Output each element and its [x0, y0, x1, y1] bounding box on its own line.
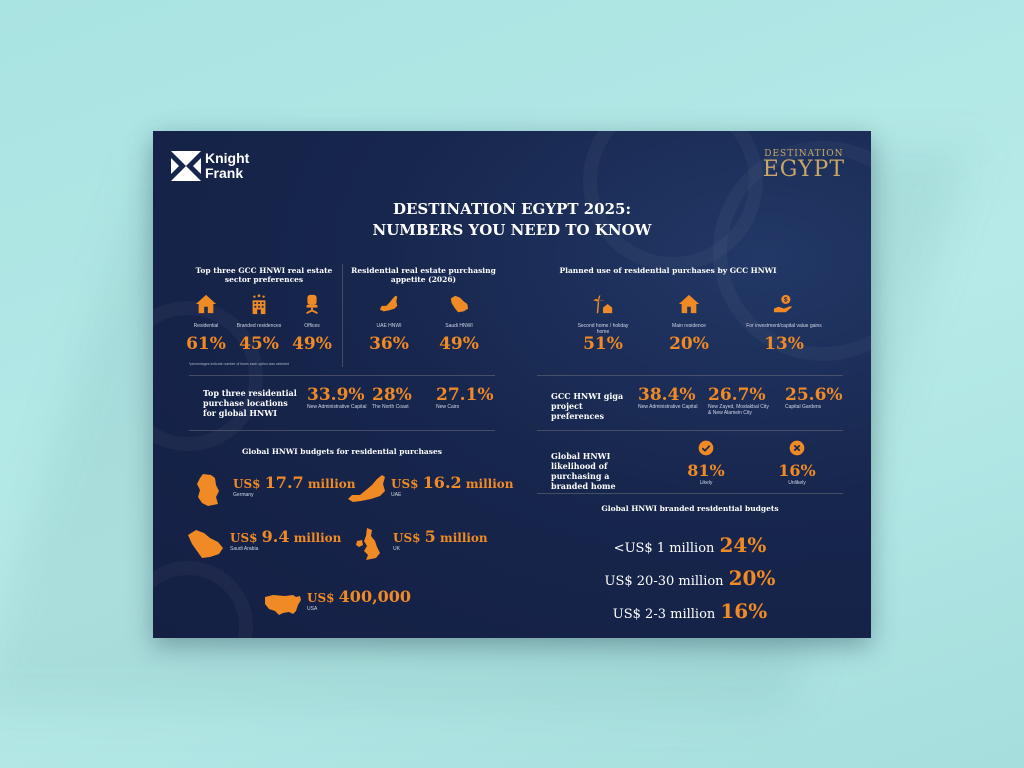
- branded-budget-value: 20%: [728, 566, 776, 590]
- planned-use-value: 20%: [669, 334, 709, 354]
- page-title: [153, 199, 871, 241]
- branded-budget-row: [537, 533, 843, 557]
- divider: [537, 493, 843, 494]
- giga-label: Capital Gardens: [785, 404, 822, 410]
- branded-budget-row: [537, 599, 843, 623]
- destination-logo-line1: DESTINATION: [764, 149, 844, 159]
- location-label: The North Coast: [372, 404, 409, 410]
- infographic-poster: [153, 131, 871, 638]
- house-icon: [678, 293, 700, 315]
- x-circle-icon: [789, 440, 805, 456]
- appetite-value: 49%: [439, 334, 479, 354]
- sector-label: Offices: [304, 323, 320, 329]
- giga-projects-title: GCC HNWI giga project preferences: [551, 391, 624, 421]
- giga-stat: [785, 386, 845, 410]
- likelihood-unlikely: [767, 440, 827, 486]
- planned-use-item-second-home: [571, 293, 635, 335]
- budget-amount: [230, 527, 341, 546]
- building-stars-icon: [248, 293, 270, 315]
- likelihood-value: 81%: [687, 461, 725, 480]
- sector-footnote: *percentages indicate number of times each option was selected: [189, 362, 290, 366]
- branded-budget-value: 24%: [719, 533, 767, 557]
- uae-map-icon: [347, 473, 387, 507]
- check-circle-icon: [698, 440, 714, 456]
- giga-stat: [638, 386, 698, 410]
- destination-egypt-logo: [763, 149, 845, 181]
- giga-label: New Zayed, Mostakbal City & New Alamein City: [708, 404, 769, 416]
- budget-country: Saudi Arabia: [230, 546, 259, 552]
- sector-item-residential: [176, 293, 236, 329]
- sector-label: Residential: [193, 323, 219, 329]
- budget-number: 5: [424, 527, 436, 546]
- house-icon: [195, 293, 217, 315]
- budget-amount: [391, 473, 514, 492]
- decorative-circle: [153, 561, 253, 638]
- likelihood-value: 16%: [778, 461, 816, 480]
- budgets-title: Global HNWI budgets for residential purchases: [242, 447, 442, 456]
- sector-value: 49%: [292, 334, 332, 354]
- giga-label: New Administrative Capital: [638, 404, 698, 410]
- appetite-label: UAE HNWI: [376, 323, 402, 329]
- planned-use-value: 51%: [583, 334, 623, 354]
- budget-item-usa: [263, 587, 411, 621]
- budget-prefix: US$: [230, 531, 258, 545]
- budget-number: 16.2: [422, 473, 462, 492]
- sector-item-offices: [282, 293, 342, 329]
- budget-item-uk: [349, 527, 488, 561]
- sector-label: Branded residences: [236, 323, 282, 329]
- giga-value: 38.4%: [638, 385, 696, 405]
- uae-map-icon: [378, 293, 400, 315]
- budget-amount: [307, 587, 411, 606]
- logo-line1: Knight: [205, 150, 250, 166]
- budget-country: UK: [393, 546, 400, 552]
- giga-value: 26.7%: [708, 385, 766, 405]
- divider: [189, 430, 495, 431]
- budget-country: USA: [307, 606, 318, 612]
- divider: [537, 430, 843, 431]
- budget-suffix: million: [307, 477, 356, 491]
- saudi-map-icon: [448, 293, 470, 315]
- svg-text:$: $: [784, 296, 788, 304]
- budget-number: 400,000: [338, 587, 412, 606]
- budget-number: 17.7: [264, 473, 304, 492]
- budget-suffix: million: [465, 477, 514, 491]
- purchase-locations-title: Top three residential purchase locations for global HNWI: [203, 388, 297, 418]
- location-value: 28%: [372, 385, 412, 405]
- branded-likelihood-title: Global HNWI likelihood of purchasing a branded home: [551, 451, 616, 491]
- location-stat: [436, 385, 494, 410]
- budget-number: 9.4: [261, 527, 290, 546]
- budget-item-uae: [347, 473, 514, 507]
- giga-stat: [708, 386, 772, 416]
- divider: [537, 375, 843, 376]
- usa-map-icon: [263, 587, 303, 621]
- budget-suffix: million: [293, 531, 342, 545]
- divider: [342, 264, 343, 367]
- budget-item-germany: [189, 473, 356, 507]
- budget-amount: [233, 473, 356, 492]
- budget-suffix: million: [440, 531, 488, 545]
- palm-house-icon: [592, 293, 614, 315]
- saudi-map-icon: [186, 527, 226, 561]
- location-stat: [307, 386, 367, 410]
- sector-preferences-title: Top three GCC HNWI real estate sector preferences: [195, 266, 333, 285]
- planned-use-item-main-residence: [659, 293, 719, 329]
- title-line1: DESTINATION EGYPT 2025:: [392, 200, 632, 218]
- budget-prefix: US$: [233, 477, 261, 491]
- hand-coin-icon: [773, 293, 795, 315]
- uk-map-icon: [349, 527, 389, 561]
- branded-budget-value: 16%: [720, 599, 768, 623]
- appetite-value: 36%: [369, 334, 409, 354]
- budget-amount: [393, 527, 488, 546]
- planned-use-item-investment: [741, 293, 827, 329]
- sector-item-branded: [229, 293, 289, 329]
- appetite-item-saudi: [429, 293, 489, 329]
- knight-frank-logo: [171, 151, 249, 181]
- planned-use-label: Second home / holiday home: [577, 323, 629, 335]
- budget-prefix: US$: [393, 531, 421, 545]
- logo-line2: Frank: [205, 165, 244, 181]
- budget-item-saudi-arabia: [186, 527, 341, 561]
- sector-value: 45%: [239, 334, 279, 354]
- sector-value: 61%: [186, 334, 226, 354]
- appetite-label: Saudi HNWI: [445, 323, 473, 329]
- budget-country: UAE: [391, 492, 402, 498]
- branded-budgets-title: Global HNWI branded residential budgets: [601, 504, 779, 513]
- budget-prefix: US$: [391, 477, 419, 491]
- branded-budget-label: US$ 2-3 million: [612, 607, 716, 622]
- likelihood-label: Unlikely: [788, 480, 806, 486]
- location-label: New Cairo: [436, 404, 460, 410]
- planned-use-label: Main residence: [672, 323, 706, 329]
- budget-country: Germany: [233, 492, 254, 498]
- knight-frank-mark-icon: [171, 151, 201, 181]
- branded-budget-label: <US$ 1 million: [613, 541, 715, 556]
- purchasing-appetite-title: Residential real estate purchasing appetite (2026): [351, 266, 496, 285]
- branded-budget-row: [537, 566, 843, 590]
- title-line2: NUMBERS YOU NEED TO KNOW: [372, 221, 652, 239]
- location-value: 33.9%: [307, 385, 365, 405]
- planned-use-title: Planned use of residential purchases by GCC HNWI: [559, 266, 777, 275]
- destination-logo-line2: EGYPT: [762, 157, 845, 182]
- budget-prefix: US$: [307, 591, 335, 605]
- appetite-item-uae: [359, 293, 419, 329]
- office-chair-icon: [301, 293, 323, 315]
- giga-value: 25.6%: [785, 385, 843, 405]
- planned-use-label: For investment/capital value gains: [746, 323, 822, 329]
- branded-budgets-list: [537, 529, 843, 629]
- branded-budget-label: US$ 20-30 million: [604, 574, 724, 589]
- divider: [189, 375, 495, 376]
- likelihood-likely: [676, 440, 736, 486]
- location-value: 27.1%: [436, 385, 494, 405]
- location-label: New Administrative Capital: [307, 404, 367, 410]
- planned-use-value: 13%: [764, 334, 804, 354]
- germany-map-icon: [189, 473, 229, 507]
- location-stat: [372, 386, 427, 410]
- likelihood-label: Likely: [699, 480, 713, 486]
